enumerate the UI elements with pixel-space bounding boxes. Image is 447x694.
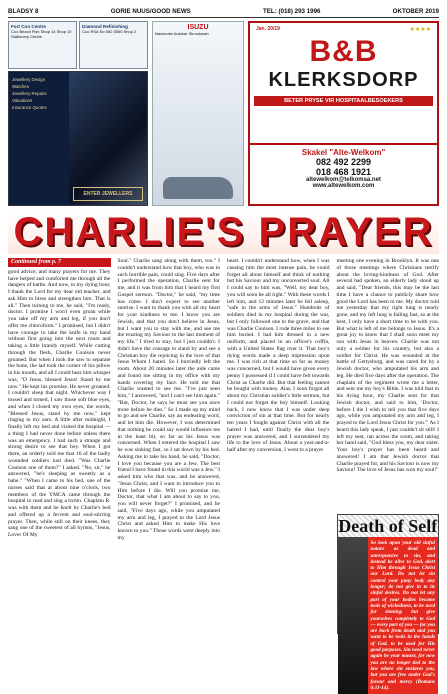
bnb-date: Jan. 20/19 [256, 26, 280, 32]
phone-2: 018 468 1921 [315, 167, 372, 177]
ad-car-dealer [152, 21, 244, 206]
column-text: meeting one evening in Brooklyn. It was one of those meetings where Christians testify about the loving-kindness of God. After several had spoken, an elderly lady stood up and said, "Dear friends, this may be the last time I have a chance to publicly share how good the Lord has been to me. My doctor told me yesterday that my right lung is nearly gone, and my left lung is failing fast, so at the best, I only have a short time to be with you. But what is left of me belongs to Jesus. It's a great joy to know that I shall soon meet my son with Jesus in heaven. Charlie was not only a soldier for his country, but also a soldier for Christ. He was wounded at the battle of Gettysburg, and was cared for by a Jewish doctor, who amputated his arm and leg. He died five days after the operation. The chaplain of the regiment wrote me a letter, and sent me my boy's Bible. I was told that in his dying hour, my Charlie sent for that Jewish doctor, and said to him, 'Doctor, before I die I wish to tell you that five days ago, while you amputated my arm and leg, I prayed to the Lord Jesus Christ for you.'" As I heard this lady speak, I just couldn't sit still! I left my seat, ran across the room, and taking her hand said, "God bless you, my dear sister. Your boy's prayer has been heard and answered! I am that Jewish doctor that Charlie prayed for, and his Saviour is now my Saviour! The love of Jesus has won my soul!" [336, 258, 439, 474]
article-column-1 [8, 258, 111, 634]
ad-column-left [8, 21, 148, 206]
list-item: Jewellery Design [12, 77, 46, 82]
list-item: Jewellery Repairs [12, 91, 47, 96]
ad-fort-coo [8, 21, 77, 69]
advertisement-band [8, 21, 439, 206]
death-title: Death of Self [338, 516, 438, 536]
article-column-3 [227, 258, 330, 634]
bnb-logo: B&B [309, 35, 378, 68]
ad-title: Diamond Refinishing [82, 24, 128, 29]
death-of-self-box [337, 514, 440, 691]
ad-jewellers [8, 71, 148, 206]
ad-diamond [79, 21, 148, 69]
list-item: Valuations [12, 98, 33, 103]
page-number: BLADSY 8 [8, 8, 39, 15]
column-text: Soul." Charlie sang along with them, too." I couldn't understand how that boy, who was in such horrible pain, could sing. Five days after I performed the operation, Charlie sent for me, and it was from him that I heard my first Gospel sermon. "Doctor," he said, "my time has come. I don't expect to see another sunrise. I want to thank you with all my heart for your kindness to me. I know you are Jewish, and that you don't believe in Jesus, but I want you to stay with me, and see me die trusting my Saviour to the last moment of my life." I tried to stay, but I just couldn't. I didn't have the courage to stand by and see a Christian boy die rejoicing in the love of that Jesus Whom I hated. So I hurriedly left the room. About 20 minutes later the aide came and found me sitting in my office with my hands covering my face. He told me that Charlie wanted to see me. "I've just seen him," I answered, "and I can't see him again." "But, Doctor, he says he must see you once more before he dies." So I made up my mind to go and see Charlie, say an endearing word, and let him die. However, I was determined that nothing he could say would influence me in the least bit, so far as his Jesus was concerned. When I entered the hospital I saw he was sinking fast, so I sat down by his bed. Asking me to take his hand, he said, "Doctor, I love you because you are a Jew. The best friend I have found in this world was a Jew." I asked him who that was, and he answered, "Jesus Christ, and I want to introduce you to Him before I die. Will you promise me, Doctor, that what I am about to say to you, you will never forget?" I promised, and he said, "Five days ago, while you amputated my arm and leg, I prayed to the Lord Jesus Christ and asked Him to make His love known to you." Those words went deeply into my [117, 258, 220, 541]
bnb-banner [250, 23, 437, 143]
phone-1: 082 492 2299 [315, 157, 372, 167]
article-column-2 [118, 258, 221, 634]
silhouette-image [338, 537, 368, 694]
car-brand: ISUZU [187, 24, 209, 31]
publication-tel: TEL: (018) 293 1996 [263, 8, 321, 15]
article-column-4 [336, 258, 440, 691]
death-body [338, 537, 439, 694]
contact-label: Skakel "Alte-Welkom" [301, 148, 386, 157]
small-ads-row [8, 21, 148, 69]
list-item: Watches [12, 84, 29, 89]
bnb-tagline: BETER PRYSE VIR HOSPITAALBESOEKERS [254, 96, 433, 106]
ad-title: Fort Coo Centre [11, 24, 46, 29]
ad-bnb [248, 21, 439, 206]
page-header [8, 6, 439, 18]
jewel-photo [69, 72, 147, 205]
car-text: Nasionale Autokar Skroukwart [155, 31, 209, 36]
continued-note: Continued from p. 7 [8, 258, 111, 267]
issue-date: OKTOBER 2019 [392, 8, 439, 15]
car-image [163, 177, 233, 199]
column-text: good advice, and many prayers for me. They have helped and comforted me through all the dangers of battle. And now, in my dying hour, I thank the Lord for my dear old teacher, and ask Him to bless and strengthen him. That is all." Then turning to me, he said, "I'm ready, doctor. I promise I won't even groan while you take off my arm and leg, if you don't offer me chloroform." I promised, but I didn't have courage to take the knife in my hand without first going into the next room and taking a little brandy myself. While cutting through the flesh, Charlie Coulson never groaned. But when I took the saw to separate the bone, the lad took the corner of his pillow in his mouth, and all I could hear him whisper was, "O Jesus, blessed Jesus! Stand by me now." He kept his promise. He never groaned. I couldn't sleep that night. Whichever way I tossed and turned, I saw those soft blue eyes, and when I closed my own eyes, the words, "Blessed Jesus, stand by me now," kept ringing in my ears. A little after midnight, I finally left my bed and visited the hospital — a thing I had never done before unless there was an emergency. I had such a strange and strong desire to see that boy. When I got there, an orderly told me that 16 of the badly wounded soldiers had died. "Was Charlie Coulson one of them?" I asked. "No, sir," he answered, "he's sleeping as sweetly as a babe." "When I came to his bed, one of the nurses said that at about nine o'clock, two members of the YMCA came through the hospital to read and sing a hymn. Chaplain R. was with them and he knelt by Charlie's bed and offered up a fervent and soul-stirring prayer. Then, while still on their knees, they sang one of the sweetest of all hymns, "Jesus, Lover Of My [8, 268, 111, 538]
bnb-name: KLERKSDORP [268, 69, 419, 91]
article-title: CHARLIE'S PRAYER [8, 210, 439, 254]
column-text-wrap [337, 258, 440, 514]
ad-text: Coo Beach Fish Shop 14 Shop 10 Stationery Centre [11, 29, 72, 39]
ad-column-middle [152, 21, 244, 206]
jewel-services [9, 72, 69, 205]
email: altewelkom@telkomsa.net [306, 177, 381, 183]
bnb-contact [250, 143, 437, 204]
list-item: Insurance Quotes [12, 105, 47, 110]
star-icon: ★★★★ [409, 27, 431, 33]
ad-text: Coo RSA No 082 5550 Shop 2 [82, 29, 137, 34]
death-text: So look upon your old sinful nature as dead and unresponsive to sin, and instead be alive to God, alert to Him through Jesus Christ our Lord. Do not let sin control your puny body any longer; do not give in to its sinful desires. Do not let any part of your bodies become tools of wickedness, to be used for sinning; but give yourselves completely to God — every part of you — for you are back from death and you want to be tools in the hands of God, to be used for His good purposes. Sin need never again be your master, for now you are no longer tied to the law where sin enslaves you, but you are free under God's favour and mercy (Romans 6:11-14). [368, 537, 439, 694]
jewel-logo: ENTER JEWELLERS [73, 187, 143, 201]
website: www.altewelkom.com [312, 183, 375, 189]
article-body [8, 258, 439, 691]
publication-name: GORIE NUUS/GOOD NEWS [110, 8, 191, 15]
column-text: heart. I couldn't understand how, when I was causing him the most intense pain, he could forget all about himself and think of nothing but his Saviour and my unconverted soul. All I could say to him was, "Well, my dear boy, you will soon be all right." With these words I left him, and 12 minutes later he fell asleep, "safe in the arms of Jesus." Hundreds of soldiers died in my hospital during the war, but I only followed one to the grave, and that was Charlie Coulson. I rode three miles to see him buried. I had him dressed in a new uniform, and placed in an officer's coffin, with a United States flag over it. That boy's dying words made a deep impression upon me. I was rich at that time so far as money was concerned, but I would have given every penny I possessed if I could have felt towards Christ as Charlie did. But that feeling cannot be bought with money. Alas, I soon forgot all about my Christian soldier's little sermon, but I could not forget the boy himself. Looking back, I now know that I was under deep conviction of sin at that time. But for nearly ten years I fought against Christ with all the hatred I had, until finally the dear boy's prayer was answered, and I surrendered my life to the love of Jesus. About a year-and-a-half after my conversion, I went to a prayer [227, 258, 330, 453]
